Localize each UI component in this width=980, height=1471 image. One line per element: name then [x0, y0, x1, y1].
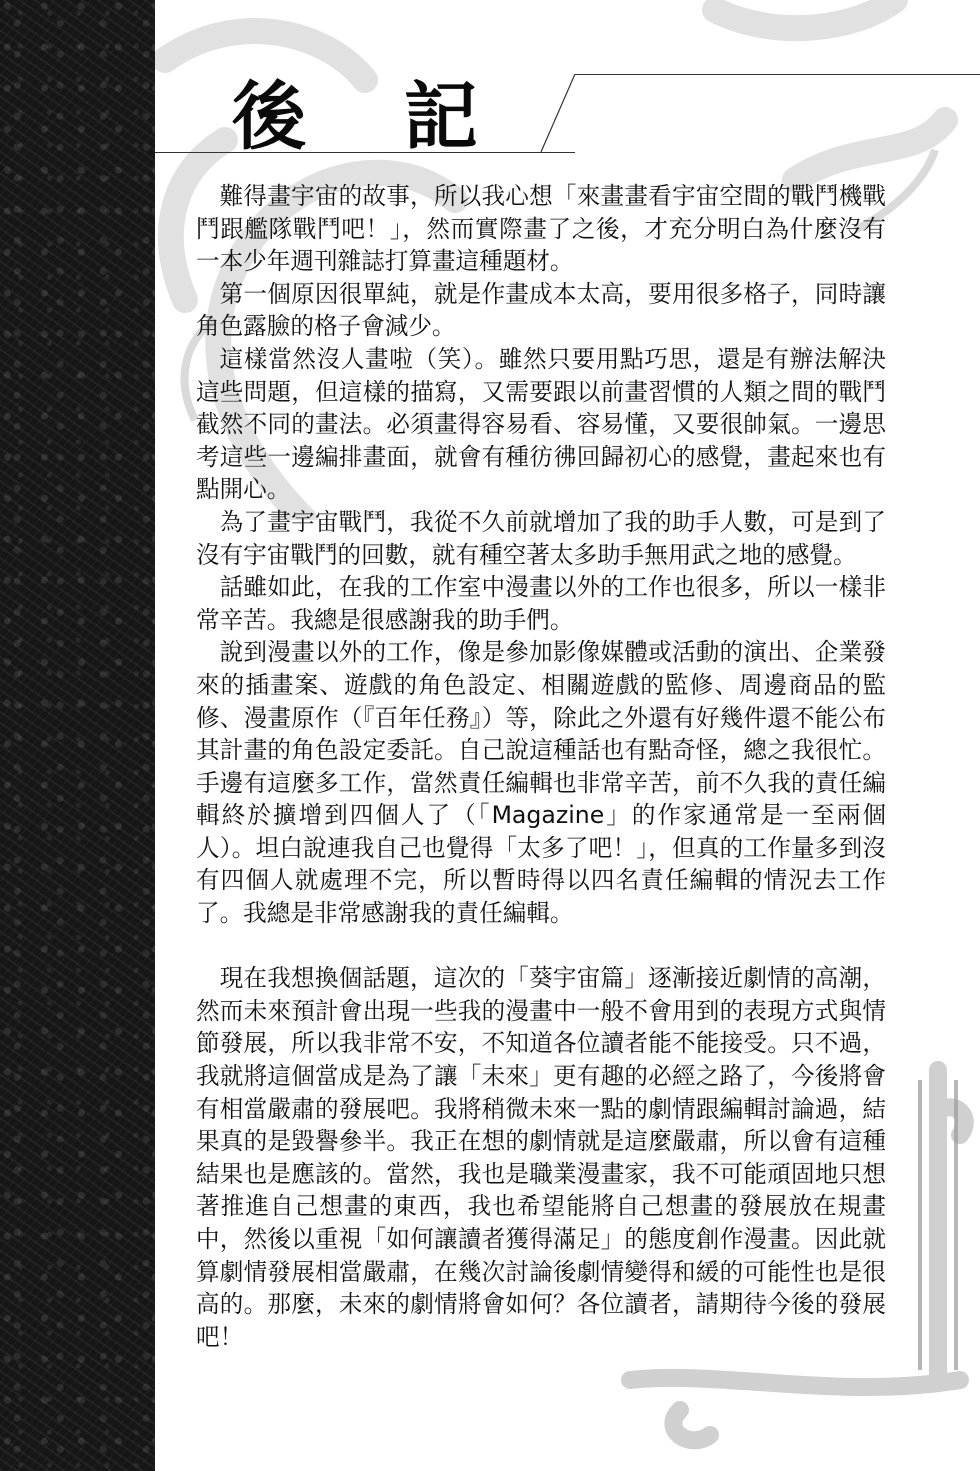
paragraph: 第一個原因很單純，就是作畫成本太高，要用很多格子，同時讓角色露臉的格子會減少。	[196, 279, 886, 341]
title-rule-top	[575, 74, 980, 75]
paragraph: 話雖如此，在我的工作室中漫畫以外的工作也很多，所以一樣非常辛苦。我總是很感謝我的助手們。	[196, 573, 886, 634]
paragraph: 這樣當然沒人畫啦（笑）。雖然只要用點巧思，還是有辦法解決這些問題，但這樣的描寫，又需要跟以前畫習慣的人類之間的戰鬥截然不同的畫法。必須畫得容易看、容易懂，又要很帥氣。一邊思考這些一邊編排畫面，就會有種彷彿回歸初心的感覺，畫起來也有點開心。	[196, 344, 886, 504]
paragraph: 現在我想換個話題，這次的「葵宇宙篇」逐漸接近劇情的高潮，然而未來預計會出現一些我的漫畫中一般不會用到的表現方式與情節發展，所以我非常不安，不知道各位讀者能不能接受。只不過，我就將這個當成是為了讓「未來」更有趣的必經之路了，今後將會有相當嚴肅的發展吧。我將稍微未來一點的劇情跟編輯討論過，結果真的是毀譽參半。我正在想的劇情就是這麼嚴肅，所以會有這種結果也是應該的。當然，我也是職業漫畫家，我不可能頑固地只想著推進自己想畫的東西，我也希望能將自己想畫的發展放在規畫中，然後以重視「如何讓讀者獲得滿足」的態度創作漫畫。因此就算劇情發展相當嚴肅，在幾次討論後劇情變得和緩的可能性也是很高的。那麼，未來的劇情將會如何？各位讀者，請期待今後的發展吧！	[196, 964, 886, 1351]
page-title: 後 記	[232, 74, 514, 160]
dark-texture-margin	[0, 0, 155, 1471]
afterword-body	[196, 180, 886, 1353]
paragraph: 為了畫宇宙戰鬥，我從不久前就增加了我的助手人數，可是到了沒有宇宙戰鬥的回數，就有種空著太多助手無用武之地的感覺。	[196, 507, 886, 569]
paragraph: 說到漫畫以外的工作，像是參加影像媒體或活動的演出、企業發來的插畫案、遊戲的角色設定、相關遊戲的監修、周邊商品的監修、漫畫原作（『百年任務』）等，除此之外還有好幾件還不能公布其計畫的角色設定委託。自己說這種話也有點奇怪，總之我很忙。手邊有這麼多工作，當然責任編輯也非常辛苦，前不久我的責任編輯終於擴增到四個人了（「Magazine」的作家通常是一至兩個人）。坦白說連我自己也覺得「太多了吧！」，但真的工作量多到沒有四個人就處理不完，所以暫時得以四名責任編輯的情況去工作了。我總是非常感謝我的責任編輯。	[196, 638, 886, 928]
title-rule-slant	[540, 74, 576, 154]
paragraph: 難得畫宇宙的故事，所以我心想「來畫畫看宇宙空間的戰鬥機戰鬥跟艦隊戰鬥吧！」，然而實際畫了之後，才充分明白為什麼沒有一本少年週刊雜誌打算畫這種題材。	[196, 182, 886, 276]
